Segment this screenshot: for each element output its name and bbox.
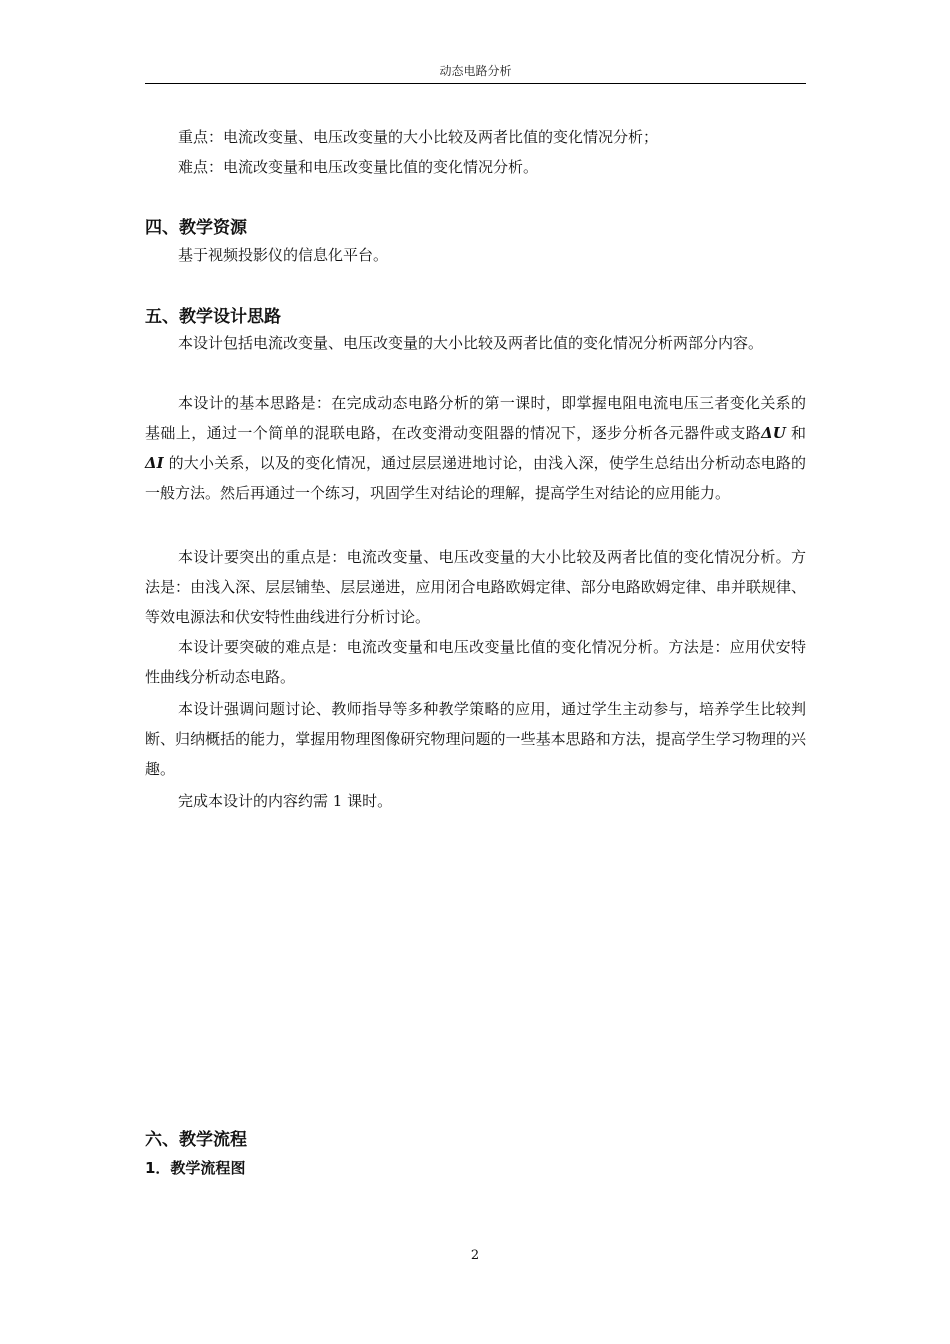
header-rule: [145, 83, 806, 84]
section-6-subheading-1: 1．教学流程图: [145, 1159, 246, 1177]
section-5-paragraph-4: 本设计要突破的难点是：电流改变量和电压改变量比值的变化情况分析。方法是：应用伏安特性曲线分析动态电路。: [145, 638, 806, 686]
running-header: 动态电路分析: [439, 64, 512, 78]
section-5-paragraph-6: 完成本设计的内容约需 1 课时。: [178, 792, 393, 810]
page-number: 2: [470, 1248, 480, 1263]
section-4-text: 基于视频投影仪的信息化平台。: [178, 246, 389, 264]
section-4-heading: 四、教学资源: [145, 218, 247, 238]
key-point-difficulty: 难点：电流改变量和电压改变量比值的变化情况分析。: [178, 158, 539, 176]
section-5-heading: 五、教学设计思路: [145, 307, 281, 327]
section-5-paragraph-1: 本设计包括电流改变量、电压改变量的大小比较及两者比值的变化情况分析两部分内容。: [178, 334, 764, 352]
section-5-paragraph-5: 本设计强调问题讨论、教师指导等多种教学策略的应用，通过学生主动参与，培养学生比较判断、归纳概括的能力，掌握用物理图像研究物理问题的一些基本思路和方法，提高学生学习物理的兴趣。: [145, 700, 806, 778]
section-6-heading: 六、教学流程: [145, 1130, 247, 1150]
key-point-focus: 重点：电流改变量、电压改变量的大小比较及两者比值的变化情况分析；: [178, 128, 659, 146]
delta-i-symbol: ΔI: [145, 454, 164, 472]
section-5-paragraph-2: 本设计的基本思路是：在完成动态电路分析的第一课时，即掌握电阻电流电压三者变化关系的基础上，通过一个简单的混联电路，在改变滑动变阻器的情况下，逐步分析各元器件或支路ΔU 和 ΔI 的大小关系，以及的变化情况，通过层层递进地讨论，由浅入深，使学生总结出分析动态电路的一般方法。然后再通过一个练习，巩固学生对结论的理解，提高学生对结论的应用能力。: [145, 394, 806, 502]
delta-u-symbol: ΔU: [761, 424, 786, 442]
section-5-paragraph-3: 本设计要突出的重点是：电流改变量、电压改变量的大小比较及两者比值的变化情况分析。方法是：由浅入深、层层铺垫、层层递进，应用闭合电路欧姆定律、部分电路欧姆定律、串并联规律、等效电源法和伏安特性曲线进行分析讨论。: [145, 548, 806, 626]
